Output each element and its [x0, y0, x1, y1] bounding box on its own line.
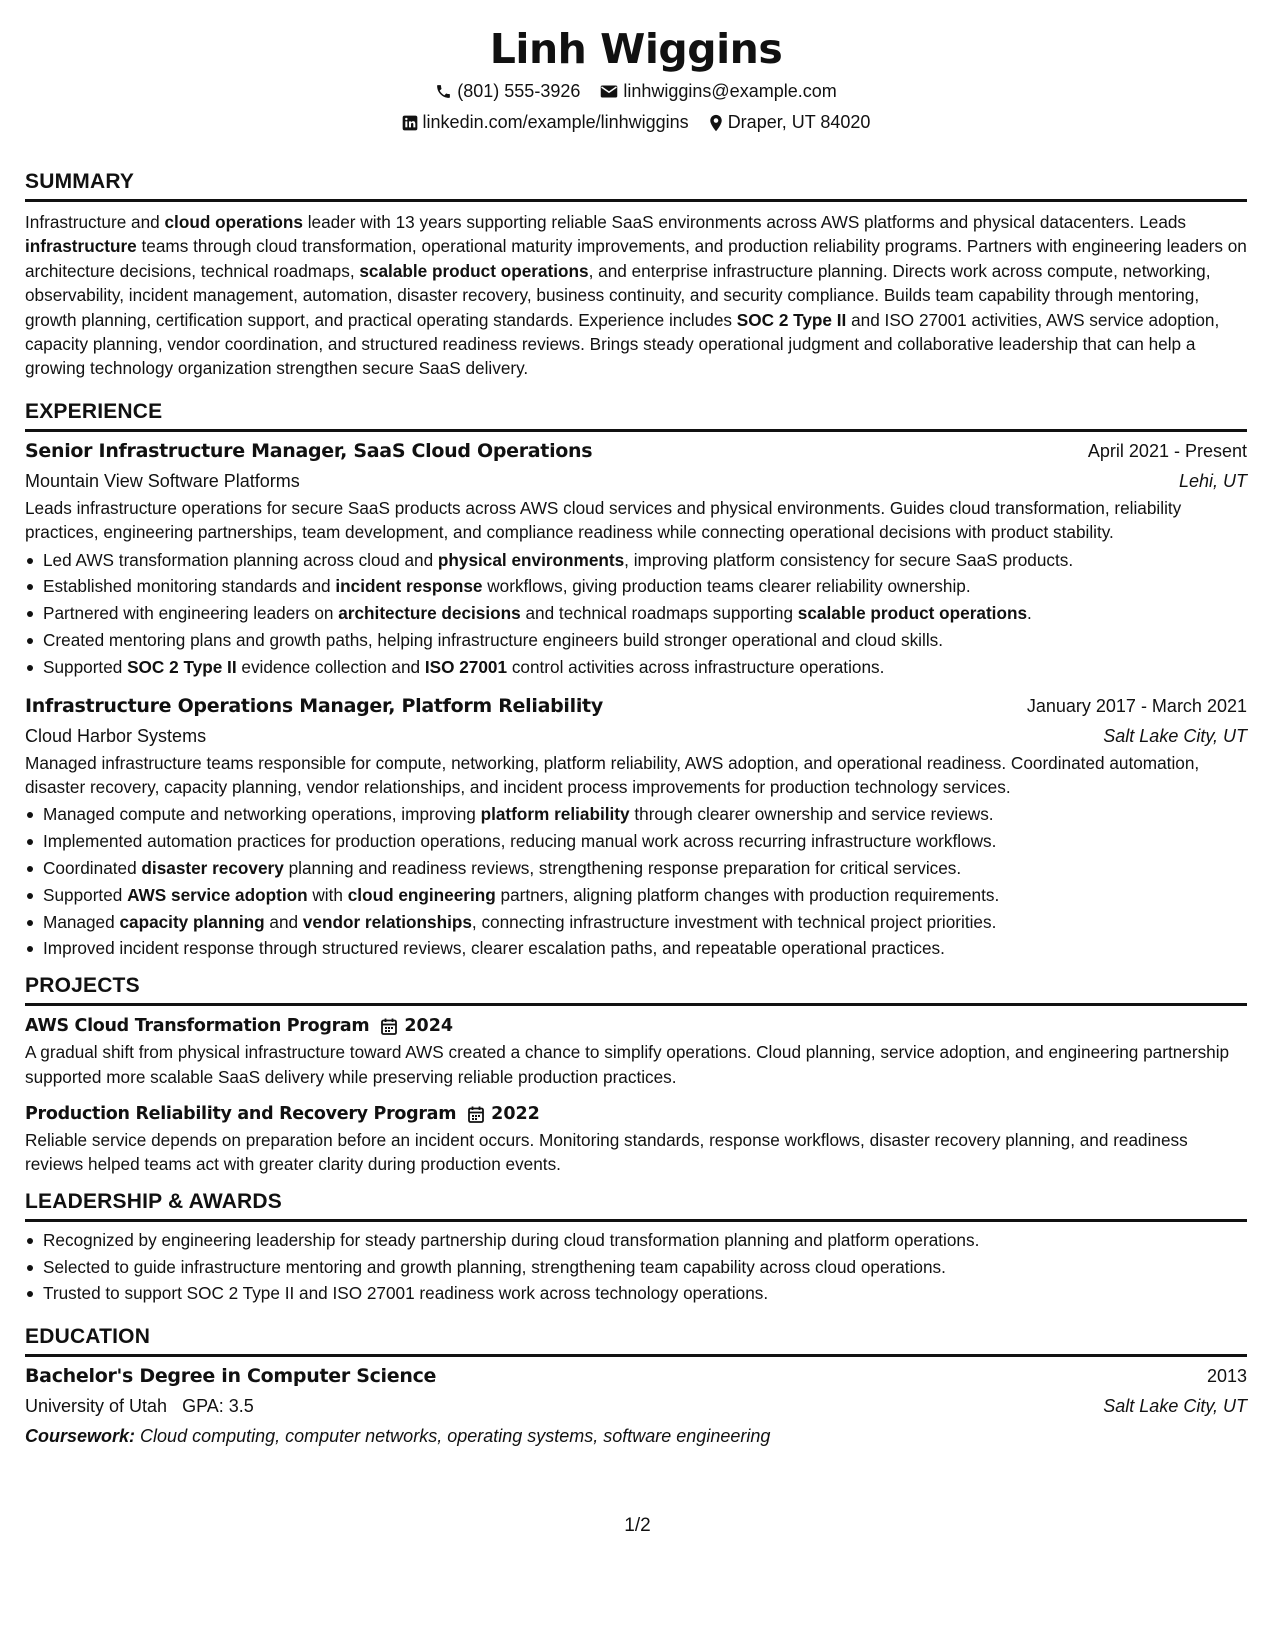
text-run: and ISO 27001 activities, AWS service adoption, capacity planning, vendor coordination, and structured readiness reviews. Brings steady operational judgment and collaborative leadership that can help a growing technology organization strengthen secure SaaS delivery.	[25, 309, 1220, 379]
text-run: and technical roadmaps supporting	[520, 603, 798, 624]
linkedin-icon	[402, 115, 418, 131]
map-pin-icon	[709, 114, 723, 132]
text-run: , and enterprise infrastructure planning. Directs work across compute, networking, observability, incident management, automation, disaster recovery, business continuity, and security compliance. Builds team capability through mentoring, growth planning, certification support, and practical operating standards. Experience includes	[25, 260, 1211, 330]
job-location: Lehi, UT	[1178, 470, 1247, 491]
text-run: control activities across infrastructure operations.	[507, 656, 885, 677]
project-description: Reliable service depends on preparation before an incident occurs. Monitoring standards, response workflows, disaster recovery planning, and readiness reviews helped teams act with greater clarity during production events.	[25, 1130, 1188, 1175]
calendar-icon	[381, 1018, 397, 1035]
text-run: with	[307, 884, 348, 905]
project-entry	[25, 1100, 1247, 1177]
bold-text: scalable product operations	[359, 260, 589, 281]
experience-section	[25, 398, 1247, 962]
text-run: .	[1027, 603, 1032, 624]
location-text: Draper, UT 84020	[727, 112, 871, 132]
text-run: workflows, giving production teams clearer reliability ownership.	[482, 576, 971, 597]
job-dates: January 2017 - March 2021	[1026, 695, 1247, 716]
text-run: Implemented automation practices for production operations, reducing manual work across recurring infrastructure workflows.	[43, 831, 997, 852]
project-title: Production Reliability and Recovery Program	[25, 1104, 457, 1125]
bold-text: capacity planning	[119, 911, 265, 932]
job-entry	[25, 436, 1247, 681]
project-description: A gradual shift from physical infrastructure toward AWS created a chance to simplify operations. Cloud planning, service adoption, and engineering partnership supported more scalable SaaS delivery while preserving reliable production practices.	[25, 1042, 1230, 1087]
job-bullet	[43, 654, 1247, 681]
text-run: Infrastructure and	[25, 212, 165, 232]
contact-line-2	[25, 107, 1247, 138]
text-run: Improved incident response through structured reviews, clearer escalation paths, and repeatable operational practices.	[43, 938, 945, 959]
school-info	[25, 1391, 254, 1421]
school-name: University of Utah	[25, 1396, 168, 1417]
job-bullet	[43, 801, 1247, 828]
envelope-icon	[600, 84, 618, 99]
leadership-item: Trusted to support SOC 2 Type II and ISO 27001 readiness work across technology operations.	[43, 1280, 1247, 1307]
text-run: Led AWS transformation planning across cloud and	[43, 549, 438, 570]
job-entry	[25, 691, 1247, 963]
candidate-name: Linh Wiggins	[489, 25, 783, 73]
phone-text: (801) 555-3926	[457, 81, 581, 101]
job-bullet	[43, 882, 1247, 909]
contact-line-1	[25, 76, 1247, 107]
coursework	[25, 1421, 1247, 1451]
job-company: Cloud Harbor Systems	[25, 725, 207, 746]
email-text: linhwiggins@example.com	[623, 81, 837, 101]
bold-text: cloud operations	[164, 212, 303, 232]
job-bullet	[43, 627, 1247, 654]
job-location: Salt Lake City, UT	[1103, 725, 1247, 746]
bold-text: incident response	[335, 576, 483, 597]
location-contact	[709, 107, 871, 138]
gpa: GPA: 3.5	[182, 1396, 254, 1417]
bold-text: SOC 2 Type II	[127, 656, 237, 677]
text-run: Created mentoring plans and growth paths, helping infrastructure engineers build stronger operational and cloud skills.	[43, 630, 944, 651]
job-dates: April 2021 - Present	[1087, 440, 1247, 461]
summary-section	[25, 168, 1247, 381]
bold-text: architecture decisions	[338, 603, 521, 624]
project-title: AWS Cloud Transformation Program	[25, 1016, 370, 1037]
job-bullet	[43, 855, 1247, 882]
bold-text: disaster recovery	[141, 858, 284, 879]
school-location: Salt Lake City, UT	[1103, 1396, 1247, 1417]
bold-text: infrastructure	[25, 236, 137, 257]
leadership-item: Selected to guide infrastructure mentoring and growth planning, strengthening team capability across cloud operations.	[43, 1254, 1247, 1281]
bold-text: physical environments	[437, 549, 625, 570]
bold-text: cloud engineering	[347, 884, 496, 905]
text-run: Supported	[43, 884, 128, 905]
resume-page	[25, 0, 1247, 1451]
text-run: teams through cloud transformation, operational maturity improvements, and production reliability programs. Partners with engineering leaders on architecture decisions, technical roadmaps,	[25, 236, 1247, 281]
section-title-education: EDUCATION	[25, 1323, 1247, 1357]
job-bullet	[43, 935, 1247, 962]
linkedin-contact[interactable]	[402, 107, 689, 138]
section-title-experience: EXPERIENCE	[25, 398, 1247, 432]
project-year	[468, 1104, 540, 1124]
project-year	[381, 1016, 453, 1036]
job-bullet	[43, 909, 1247, 936]
text-run: Supported	[43, 656, 128, 677]
job-bullet	[43, 828, 1247, 855]
job-bullet	[43, 573, 1247, 600]
text-run: and	[264, 911, 303, 932]
bold-text: ISO 27001	[424, 656, 508, 677]
text-run: , connecting infrastructure investment with technical project priorities.	[471, 911, 997, 932]
job-bullet	[43, 547, 1247, 574]
linkedin-text: linkedin.com/example/linhwiggins	[422, 112, 689, 132]
job-bullet	[43, 600, 1247, 627]
text-run: partners, aligning platform changes with production requirements.	[495, 884, 1000, 905]
text-run: Coordinated	[43, 858, 142, 879]
resume-header	[25, 0, 1247, 138]
page-number: 1/2	[624, 1515, 651, 1536]
job-bullet-list	[25, 547, 1247, 681]
coursework-text: Cloud computing, computer networks, operating systems, software engineering	[140, 1426, 771, 1447]
projects-section	[25, 972, 1247, 1177]
section-title-summary: SUMMARY	[25, 168, 1247, 202]
text-run: , improving platform consistency for secure SaaS products.	[624, 549, 1074, 570]
text-run: evidence collection and	[236, 656, 425, 677]
section-title-leadership: LEADERSHIP & AWARDS	[25, 1188, 1247, 1222]
text-run: leader with 13 years supporting reliable SaaS environments across AWS platforms and physical datacenters. Leads	[302, 212, 1187, 232]
job-company: Mountain View Software Platforms	[25, 470, 300, 491]
graduation-year: 2013	[1206, 1366, 1247, 1387]
section-title-projects: PROJECTS	[25, 972, 1247, 1006]
summary-text	[25, 210, 1247, 381]
text-run: Managed compute and networking operations, improving	[43, 804, 481, 825]
text-run: planning and readiness reviews, strengthening response preparation for critical services.	[283, 858, 962, 879]
bold-text: vendor relationships	[302, 911, 472, 932]
calendar-icon	[468, 1106, 484, 1123]
leadership-section	[25, 1188, 1247, 1307]
degree-title: Bachelor's Degree in Computer Science	[25, 1365, 437, 1388]
job-description: Leads infrastructure operations for secure SaaS products across AWS cloud services and physical environments. Guides cloud transformation, reliability practices, engineering partnerships, team development, and compliance readiness while connecting operational decisions with product stability.	[25, 497, 1182, 543]
project-year-text: 2024	[404, 1016, 454, 1037]
text-run: Partnered with engineering leaders on	[43, 603, 339, 624]
leadership-list	[25, 1227, 1247, 1307]
text-run: through clearer ownership and service reviews.	[629, 804, 994, 825]
phone-icon	[435, 83, 452, 100]
bold-text: platform reliability	[480, 804, 630, 825]
bold-text: scalable product operations	[797, 603, 1028, 624]
leadership-item: Recognized by engineering leadership for steady partnership during cloud transformation planning and platform operations.	[43, 1227, 1247, 1254]
bold-text: AWS service adoption	[127, 884, 308, 905]
job-title: Infrastructure Operations Manager, Platform Reliability	[25, 694, 603, 717]
bold-text: SOC 2 Type II	[736, 309, 847, 330]
education-section	[25, 1323, 1247, 1451]
project-entry	[25, 1012, 1247, 1089]
email-contact[interactable]	[600, 76, 836, 107]
project-year-text: 2022	[491, 1104, 540, 1125]
job-title: Senior Infrastructure Manager, SaaS Cloud Operations	[25, 439, 593, 462]
job-bullet-list	[25, 801, 1247, 962]
phone-contact[interactable]	[435, 76, 580, 107]
text-run: Managed	[43, 911, 120, 932]
text-run: Established monitoring standards and	[43, 576, 336, 597]
job-description: Managed infrastructure teams responsible for compute, networking, platform reliability, AWS adoption, and operational readiness. Coordinated automation, disaster recovery, capacity planning, vendor relationships, and incident process improvements for production technology services.	[25, 752, 1200, 798]
coursework-label: Coursework:	[25, 1426, 136, 1447]
